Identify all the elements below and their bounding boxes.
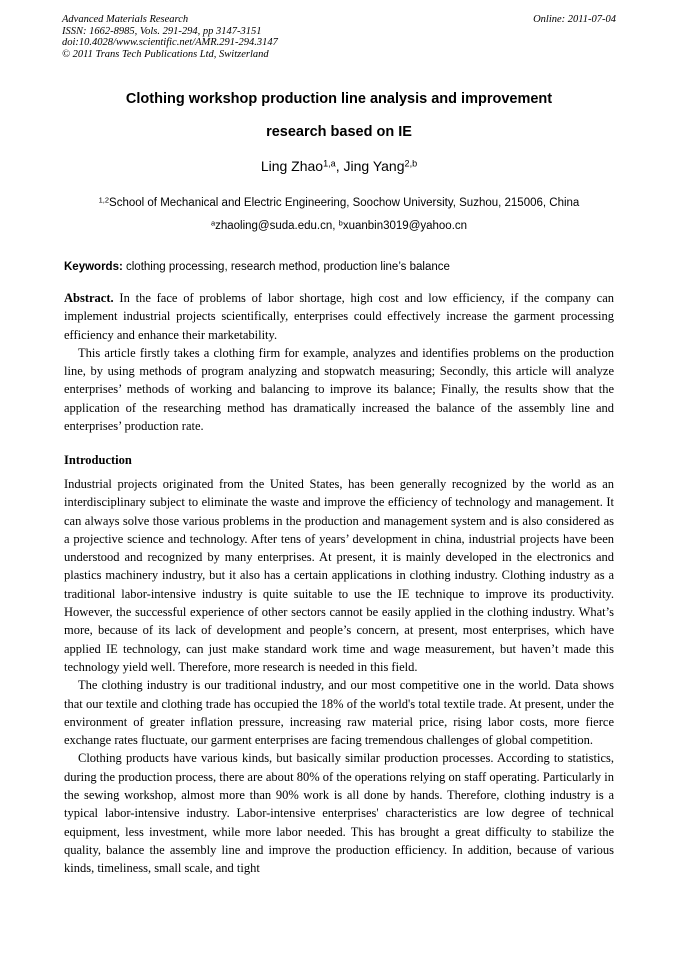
email-b: xuanbin3019@yahoo.cn — [342, 220, 468, 232]
intro-paragraph-1: Industrial projects originated from the United States, has been generally recognized by the world as an interdisciplinary subject to eliminate the waste and improve the efficiency of technology and management. It can always solve those various problems in the production and management system and is also considered as a projective science and technology. After tens of years’ development in china, industrial projects have been understood and recognized by many enterprises. At present, it is mainly developed in the electronics and plastics machinery industry, but it also has a certain applications in clothing industry. Clothing industry as a traditional labor-intensive industry is quite suitable to use the IE technique to improve its productivity. However, the successful experience of other sectors cannot be easily applied in the clothing industry. What’s more, because of its lack of development and people’s concern, at present, most enterprises, which have applied IE technology, can just make standard work time and wage measurement, but haven’t made this technology yield well. Therefore, more research is needed in this field. — [64, 477, 614, 674]
author-2-name: Jing Yang — [343, 158, 405, 174]
keywords-label: Keywords: — [64, 261, 123, 273]
author-list — [62, 158, 616, 174]
keywords — [64, 261, 616, 273]
affiliation-sup: 1,2 — [98, 195, 110, 205]
online-date: Online: 2011-07-04 — [533, 14, 616, 25]
email-separator: , — [332, 220, 339, 232]
author-2-sup: 2,b — [404, 158, 418, 169]
abstract-paragraph-2: This article firstly takes a clothing firm for example, analyzes and identifies problems on the production line, by using methods of program analyzing and stopwatch measuring; Secondly, this article will analyze enterprises’ methods of working and balancing to improve its balance; Finally, the results show that the application of the researching method has dramatically increased the balance of the assembly line and enterprises’ production rate. — [64, 345, 614, 434]
paper-title-line-1: Clothing workshop production line analysis and improvement — [125, 91, 553, 107]
intro-paragraph-2: The clothing industry is our traditional industry, and our most competitive one in the world. Data shows that our textile and clothing trade has occupied the 18% of the world's total textile trade. At present, under the environment of greater inflation pressure, increasing raw material price, rising labor costs, more fierce exchange rates fluctuate, our garment enterprises are facing tremendous challenges of global competition. — [64, 678, 614, 748]
affiliation — [62, 197, 616, 209]
email-a-sup: a — [210, 218, 216, 228]
introduction-body — [64, 475, 614, 878]
intro-paragraph-3: Clothing products have various kinds, but basically similar production processes. According to statistics, during the production process, there are about 80% of the operations relying on staff operating. Particularly in the sewing workshop, almost more than 90% work is all done by hands. Therefore, clothing industry is a typical labor-intensive industry. Labor-intensive enterprises' characteristics are low degree of technical equipment, less investment, while more labor needed. This has brought a great difficulty to stabilize the quality, balance the assembly line and improve the production efficiency. In addition, because of various kinds, timeliness, small scale, and tight — [64, 751, 614, 876]
email-b-sup: b — [338, 218, 343, 228]
abstract — [64, 289, 614, 435]
affiliation-text: School of Mechanical and Electric Engineering, Soochow University, Suzhou, 215006, China — [109, 197, 580, 209]
doi-line: doi:10.4028/www.scientific.net/AMR.291-294.3147 — [62, 37, 278, 48]
abstract-label: Abstract. — [64, 291, 114, 305]
email-a: zhaoling@suda.edu.cn — [215, 220, 333, 232]
issn-line: ISSN: 1662-8985, Vols. 291-294, pp 3147-3151 — [62, 25, 262, 37]
journal-name: Advanced Materials Research — [62, 14, 189, 25]
author-separator: , — [335, 158, 344, 174]
author-1-sup: 1,a — [323, 158, 336, 169]
journal-header — [62, 14, 616, 60]
abstract-paragraph-1 — [64, 289, 614, 344]
copyright-line: © 2011 Trans Tech Publications Ltd, Switzerland — [62, 48, 269, 60]
author-1-name: Ling Zhao — [260, 158, 324, 174]
introduction-heading: Introduction — [64, 453, 132, 467]
author-emails — [62, 220, 616, 232]
keywords-text: clothing processing, research method, production line’s balance — [122, 261, 450, 273]
paper-title-line-2: research based on IE — [266, 124, 412, 140]
abstract-p1-text: In the face of problems of labor shortage, high cost and low efficiency, if the company can implement industrial projects scientifically, enterprises could effectively increase the garment processing efficiency and enhance their marketability. — [64, 291, 614, 342]
